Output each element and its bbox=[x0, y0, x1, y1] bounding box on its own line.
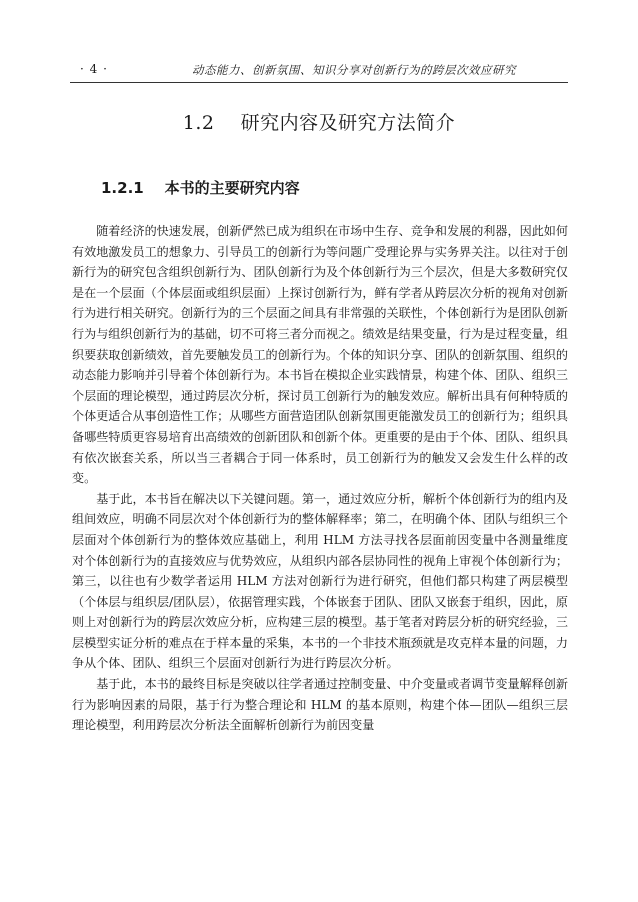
paragraph: 随着经济的快速发展，创新俨然已成为组织在市场中生存、竞争和发展的利器，因此如何有效地激发员工的想象力、引导员工的创新行为等问题广受理论界与实务界关注。以往对于创新行为的研究包含组织创新行为、团队创新行为及个体创新行为三个层次，但是大多数研究仅是在一个层面（个体层面或组织层面）上探讨创新行为，鲜有学者从跨层次分析的视角对创新行为进行相关研究。创新行为的三个层面之间具有非常强的关联性，个体创新行为是团队创新行为与组织创新行为的基础，切不可将三者分而视之。绩效是结果变量，行为是过程变量，组织要获取创新绩效，首先要触发员工的创新行为。个体的知识分享、团队的创新氛围、组织的动态能力影响并引导着个体创新行为。本书旨在模拟企业实践情景，构建个体、团队、组织三个层面的理论模型，通过跨层次分析，探讨员工创新行为的触发效应。解析出具有何种特质的个体更适合从事创造性工作；从哪些方面营造团队创新氛围更能激发员工的创新行为；组织具备哪些特质更容易培育出高绩效的创新团队和创新个体。更重要的是由于个体、团队、组织具有依次嵌套关系，所以当三者耦合于同一体系时，员工创新行为的触发又会发生什么样的改变。 bbox=[72, 224, 568, 486]
paragraph: 基于此，本书旨在解决以下关键问题。第一，通过效应分析，解析个体创新行为的组内及组间效应，明确不同层次对个体创新行为的整体解释率；第二，在明确个体、团队与组织三个层面对个体创新行为的整体效应基础上，利用 HLM 方法寻找各层面前因变量中各测量维度对个体创新行为的直接效应与优势效应，从组织内部各层协同性的视角上审视个体创新行为；第三，以往也有少数学者运用 HLM 方法对创新行为进行研究，但他们都只构建了两层模型（个体层与组织层/团队层），依据管理实践，个体嵌套于团队、团队又嵌套于组织，因此，原则上对创新行为的跨层次效应分析，应构建三层的模型。基于笔者对跨层分析的研究经验，三层模型实证分析的难点在于样本量的采集，本书的一个非技术瓶颈就是攻克样本量的问题，力争从个体、团队、组织三个层面对创新行为进行跨层次分析。 bbox=[72, 491, 568, 671]
paragraph: 基于此，本书的最终目标是突破以往学者通过控制变量、中介变量或者调节变量解释创新行为影响因素的局限，基于行为整合理论和 HLM 的基本原则，构建个体—团队—组织三层理论模型，利用跨层次分析法全面解析创新行为前因变量 bbox=[72, 677, 568, 733]
body-text bbox=[72, 221, 568, 736]
section-heading: 1.2 研究内容及研究方法简介 bbox=[182, 112, 456, 134]
page-number: · 4 · bbox=[80, 62, 108, 76]
subsection-heading: 1.2.1 本书的主要研究内容 bbox=[101, 179, 300, 197]
running-header bbox=[70, 60, 568, 83]
running-title: 动态能力、创新氛围、知识分享对创新行为的跨层次效应研究 bbox=[192, 63, 516, 77]
